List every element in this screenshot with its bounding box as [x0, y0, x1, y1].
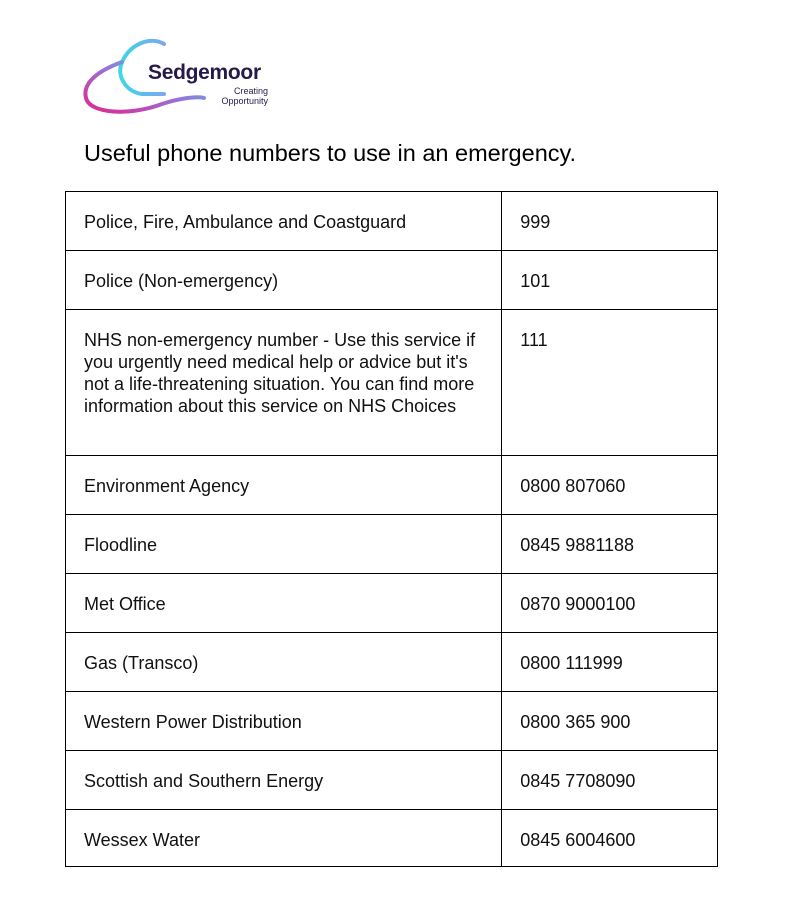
table-row	[66, 310, 718, 456]
phone-number-cell: 0800 111999	[502, 633, 718, 692]
service-name-cell: Gas (Transco)	[66, 633, 502, 692]
phone-number-cell: 999	[502, 192, 718, 251]
phone-number-cell: 111	[502, 310, 718, 456]
logo-wordmark: Sedgemoor	[148, 61, 261, 84]
logo-tagline	[190, 86, 268, 106]
service-name-cell: Police, Fire, Ambulance and Coastguard	[66, 192, 502, 251]
table-row	[66, 810, 718, 867]
service-name-cell: Western Power Distribution	[66, 692, 502, 751]
logo-tagline-line2: Opportunity	[221, 96, 268, 106]
table-row	[66, 692, 718, 751]
table-row	[66, 456, 718, 515]
phone-number-cell: 0870 9000100	[502, 574, 718, 633]
table-row	[66, 751, 718, 810]
service-name-cell: Scottish and Southern Energy	[66, 751, 502, 810]
phone-number-cell: 101	[502, 251, 718, 310]
table-row	[66, 192, 718, 251]
service-name-cell: Wessex Water	[66, 810, 502, 867]
service-name-cell: Police (Non-emergency)	[66, 251, 502, 310]
page-title: Useful phone numbers to use in an emergency.	[84, 140, 577, 166]
table-row	[66, 515, 718, 574]
phone-number-cell: 0800 365 900	[502, 692, 718, 751]
service-name-cell: Floodline	[66, 515, 502, 574]
phone-number-cell: 0845 7708090	[502, 751, 718, 810]
sedgemoor-logo	[80, 36, 280, 120]
table-row	[66, 574, 718, 633]
service-name-cell: NHS non-emergency number - Use this service if you urgently need medical help or advice but it's not a life-threatening situation. You can find more information about this service on NHS Choices	[66, 310, 502, 456]
table-row	[66, 251, 718, 310]
phone-number-cell: 0800 807060	[502, 456, 718, 515]
emergency-numbers-table	[65, 191, 718, 867]
service-name-cell: Environment Agency	[66, 456, 502, 515]
service-name-cell: Met Office	[66, 574, 502, 633]
table-row	[66, 633, 718, 692]
phone-number-cell: 0845 6004600	[502, 810, 718, 867]
phone-number-cell: 0845 9881188	[502, 515, 718, 574]
logo-tagline-line1: Creating	[233, 86, 268, 96]
